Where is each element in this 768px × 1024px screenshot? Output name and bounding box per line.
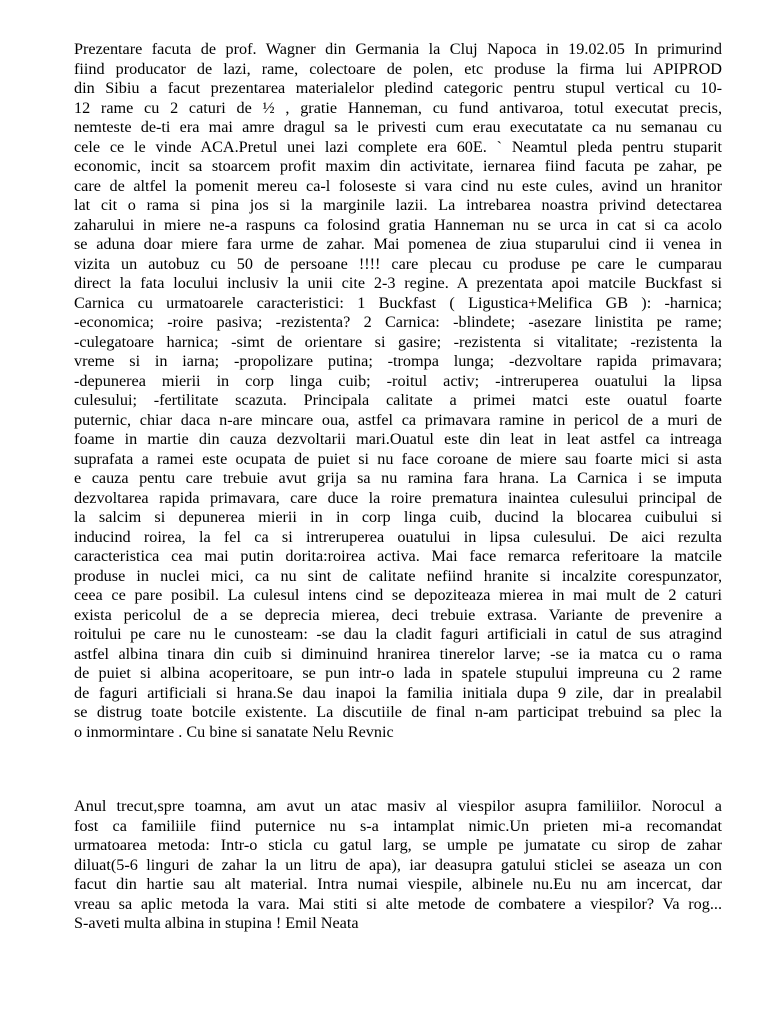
- text-line: -culegatoare harnica; -simt de orientare si gasire; -rezistenta si vitalitate; -rezistenta la: [74, 332, 722, 351]
- text-line: vreme si in iarna; -propolizare putina; -trompa lunga; -dezvoltare rapida primavara;: [74, 352, 722, 370]
- text-line: ceea ce pare posibil. La culesul intens cind se depoziteaza mierea in mai mult de 2 caturi: [74, 586, 722, 604]
- text-line: de faguri artificiali si hrana.Se dau inapoi la familia initiala dupa 9 zile, dar in prealabil: [74, 683, 722, 702]
- text-line: economic, incit sa stoarcem profit maxim din activitate, iernarea fiind facuta pe zahar, pe: [74, 157, 722, 175]
- text-line: Anul trecut,spre toamna, am avut un atac masiv al viespilor asupra familiilor. Norocul a: [74, 797, 722, 815]
- text-line: se aduna doar miere fara urme de zahar. Mai pomenea de ziua stuparului cind ii venea in: [74, 235, 722, 253]
- text-line: foame in martie din cauza dezvoltarii mari.Ouatul este din leat in leat astfel ca intreaga: [74, 430, 722, 448]
- text-line: fost ca familiile fiind puternice nu s-a intamplat nimic.Un prieten mi-a recomandat: [74, 816, 722, 835]
- text-line: puternic, chiar daca n-are mincare oua, astfel ca primavara ramine in pericol de a muri de: [74, 410, 722, 429]
- paragraph-presentation-report: [74, 40, 722, 742]
- text-line: vreau sa aplic metoda la vara. Mai stiti si alte metode de combatere a viespilor? Va rog...: [74, 894, 722, 913]
- text-line: astfel albina tinara din cuib si diminuind hranirea tinerelor larve; -se ia matca cu o rama: [74, 644, 722, 663]
- text-line: culesului; -fertilitate scazuta. Principala calitate a primei matci este ouatul foarte: [74, 391, 722, 409]
- text-line: zaharului in miere ne-a raspuns ca folosind gratia Hanneman nu se urca in cat si ca acolo: [74, 215, 722, 234]
- text-line: inducind roirea, la fel ca si intreruperea ouatului in lipsa culesului. De aici rezulta: [74, 527, 722, 546]
- text-line: roitului pe care nu le cunosteam: -se dau la cladit faguri artificiali in catul de sus atragind: [74, 625, 722, 643]
- text-line: vizita un autobuz cu 50 de persoane !!!! care plecau cu produse pe care le cumparau: [74, 254, 722, 273]
- text-line: fiind producator de lazi, rame, colectoare de polen, etc produse la firma lui APIPROD: [74, 59, 722, 78]
- text-line: lat cit o rama si pina jos si la marginile lazii. La intrebarea noastra privind detectarea: [74, 196, 722, 214]
- text-line: S-aveti multa albina in stupina ! Emil Neata: [74, 914, 359, 932]
- text-line: diluat(5-6 linguri de zahar la un litru de apa), iar deasupra gatului sticlei se aseaza un con: [74, 855, 722, 874]
- text-line: 12 rame cu 2 caturi de ½ , gratie Hanneman, cu fund antivaroa, totul executat precis,: [74, 98, 722, 117]
- text-line: o inmormintare . Cu bine si sanatate Nelu Revnic: [74, 722, 394, 741]
- text-line: nemteste de-ti era mai amre dragul sa le privesti cum erau executatate ca nu semanau cu: [74, 118, 722, 136]
- text-line: de puiet si albina acoperitoare, se pun intr-o lada in spatele stupului impreuna cu 2 rame: [74, 664, 722, 682]
- text-line: Prezentare facuta de prof. Wagner din Germania la Cluj Napoca in 19.02.05 In primurind: [74, 40, 722, 58]
- text-line: se distrug toate botcile existente. La discutiile de final n-am participat trebuind sa plec la: [74, 703, 722, 721]
- text-line: facut din hartie sau alt material. Intra numai viespile, albinele nu.Eu nu am incercat, dar: [74, 875, 722, 893]
- text-line: dezvoltarea rapida primavara, care duce la roire prematura inaintea culesului principal de: [74, 488, 722, 507]
- text-line: la salcim si depunerea mierii in in corp linga cuib, ducind la blocarea cuibului si: [74, 508, 722, 526]
- text-line: -economica; -roire pasiva; -rezistenta? 2 Carnica: -blindete; -asezare linistita pe rame;: [74, 313, 722, 331]
- text-line: din Sibiu a facut prezentarea materialelor pledind categoric pentru stupul vertical cu 10-: [74, 79, 722, 97]
- text-line: Carnica cu urmatoarele caracteristici: 1 Buckfast ( Ligustica+Melifica GB ): -harnica;: [74, 293, 722, 312]
- paragraph-wasp-remedy: [74, 797, 722, 934]
- text-line: -depunerea mierii in corp linga cuib; -roitul activ; -intreruperea ouatului la lipsa: [74, 371, 722, 390]
- text-line: caracteristica cea mai putin dorita:roirea activa. Mai face remarca referitoare la matcile: [74, 547, 722, 565]
- text-line: suprafata a ramei este ocupata de puiet si nu face coroane de miere sau foarte mici si asta: [74, 449, 722, 468]
- text-line: urmatoarea metoda: Intr-o sticla cu gatul larg, se umple pe jumatate cu sirop de zahar: [74, 836, 722, 854]
- text-line: e cauza pentu care trebuie avut grija sa nu ramina fara hrana. La Carnica i se imputa: [74, 469, 722, 487]
- text-line: direct la fata locului inclusiv la unii cite 2-3 regine. A prezentata apoi matcile Buckfast si: [74, 274, 722, 292]
- text-line: exista pericolul de a se deprecia mierea, deci trebuie extrasa. Variante de prevenire a: [74, 605, 722, 624]
- text-line: produse in nuclei mici, ca nu sint de calitate nefiind hranite si incalzite corespunzator,: [74, 566, 722, 585]
- text-line: care de altfel la pomenit mereu ca-l foloseste si vara cind nu este cules, avind un hranitor: [74, 176, 722, 195]
- text-line: cele ce le vinde ACA.Pretul unei lazi complete era 60E. ` Neamtul pleda pentru stuparit: [74, 137, 722, 156]
